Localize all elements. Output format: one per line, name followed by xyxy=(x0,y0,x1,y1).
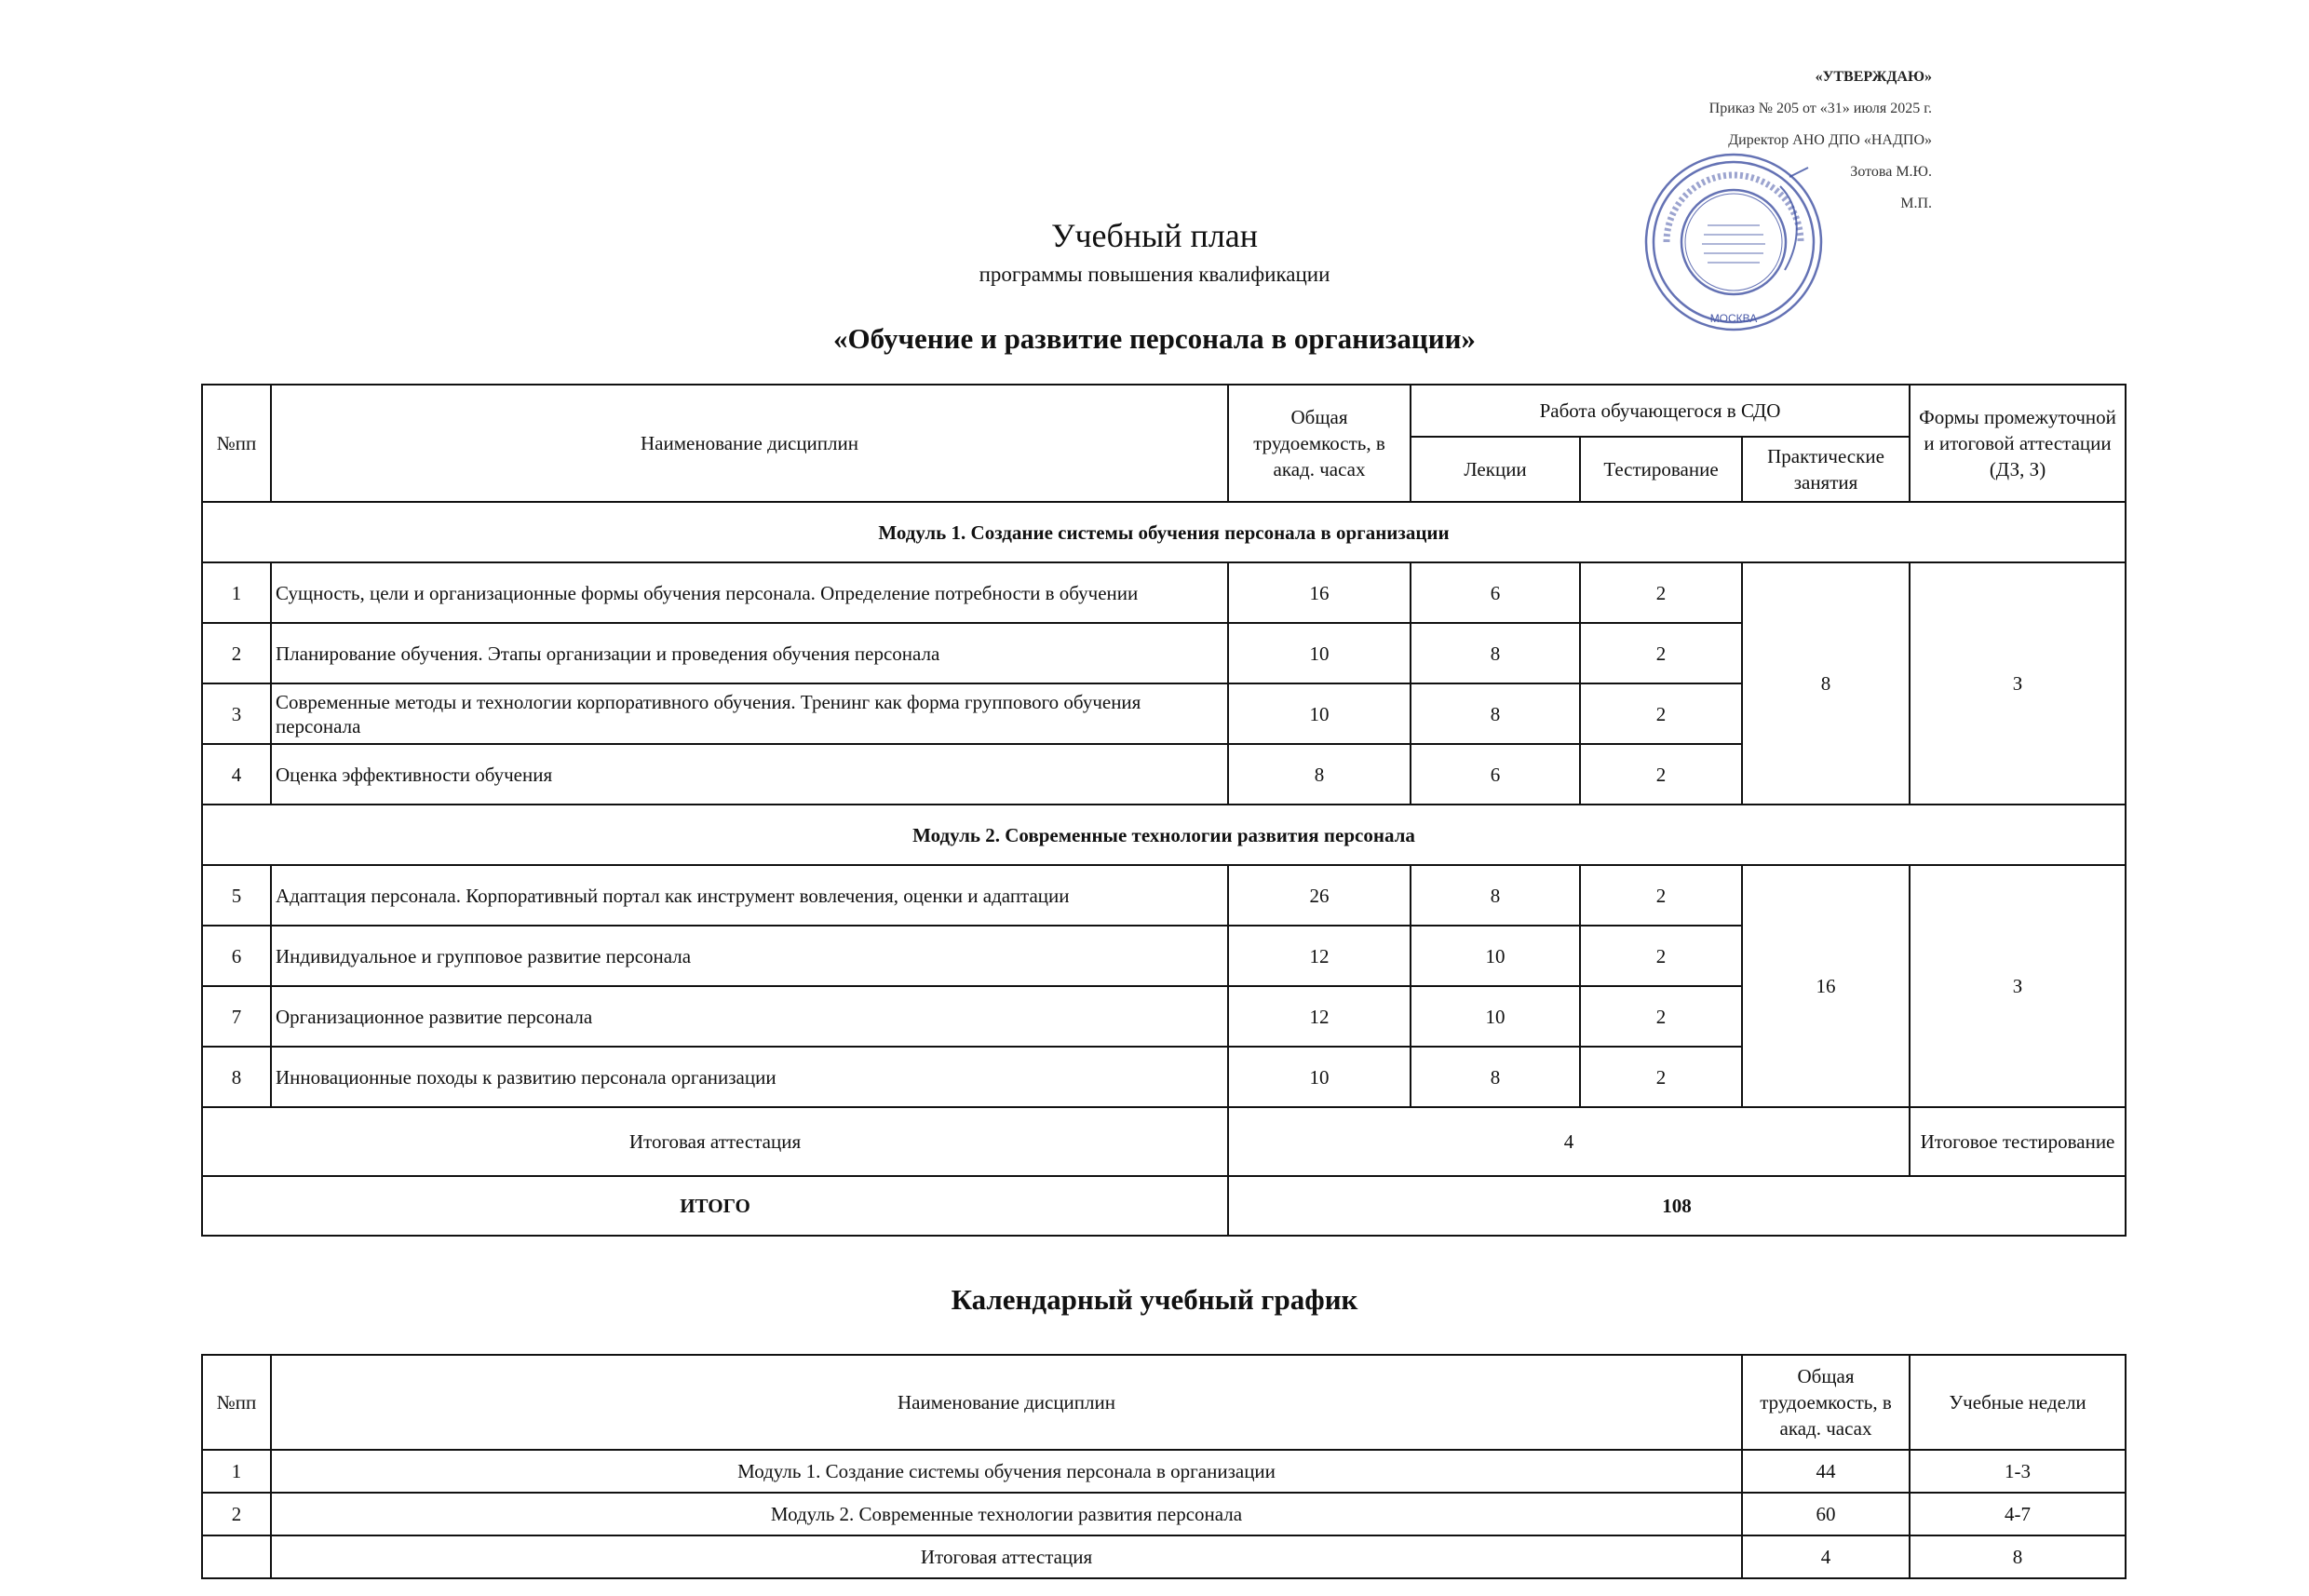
row-num xyxy=(202,1535,271,1578)
row-name: Сущность, цели и организационные формы обучения персонала. Определение потребности в обучении xyxy=(271,562,1228,623)
header-forms: Формы промежуточной и итоговой аттестации (ДЗ, З) xyxy=(1910,385,2126,502)
row-total: 12 xyxy=(1228,986,1411,1047)
approval-director: Директор АНО ДПО «НАДПО» xyxy=(1728,132,1932,148)
header-work: Работа обучающегося в СДО xyxy=(1411,385,1910,437)
document-subtitle: программы повышения квалификации xyxy=(979,263,1330,286)
final-label: Итоговая аттестация xyxy=(202,1107,1228,1176)
row-num: 5 xyxy=(202,865,271,926)
row-name: Итоговая аттестация xyxy=(271,1535,1742,1578)
row-total: 12 xyxy=(1228,926,1411,986)
schedule-table xyxy=(201,1354,2127,1579)
row-num: 2 xyxy=(202,1493,271,1535)
module-1-form: З xyxy=(1910,562,2126,805)
row-num: 1 xyxy=(202,1450,271,1493)
row-lectures: 6 xyxy=(1411,562,1580,623)
row-name: Организационное развитие персонала xyxy=(271,986,1228,1047)
program-title: «Обучение и развитие персонала в организации» xyxy=(833,322,1476,355)
final-form: Итоговое тестирование xyxy=(1910,1107,2126,1176)
row-name: Инновационные походы к развитию персонала организации xyxy=(271,1047,1228,1107)
row-lectures: 8 xyxy=(1411,1047,1580,1107)
row-name: Адаптация персонала. Корпоративный портал как инструмент вовлечения, оценки и адаптации xyxy=(271,865,1228,926)
approval-order: Приказ № 205 от «31» июля 2025 г. xyxy=(1708,101,1932,116)
row-name: Модуль 2. Современные технологии развития персонала xyxy=(271,1493,1742,1535)
sched-header-name: Наименование дисциплин xyxy=(271,1355,1742,1450)
row-total: 44 xyxy=(1742,1450,1910,1493)
row-num: 1 xyxy=(202,562,271,623)
row-name: Индивидуальное и групповое развитие персонала xyxy=(271,926,1228,986)
row-name: Планирование обучения. Этапы организации и проведения обучения персонала xyxy=(271,623,1228,683)
module-1-title: Модуль 1. Создание системы обучения персонала в организации xyxy=(202,502,2126,562)
row-lectures: 8 xyxy=(1411,623,1580,683)
row-num: 7 xyxy=(202,986,271,1047)
schedule-title: Календарный учебный график xyxy=(951,1283,1358,1316)
final-hours: 4 xyxy=(1228,1107,1910,1176)
row-num: 8 xyxy=(202,1047,271,1107)
row-total: 16 xyxy=(1228,562,1411,623)
row-name: Оценка эффективности обучения xyxy=(271,744,1228,805)
approval-mp: М.П. xyxy=(1900,196,1932,211)
row-name: Модуль 1. Создание системы обучения персонала в организации xyxy=(271,1450,1742,1493)
sched-header-num: №пп xyxy=(202,1355,271,1450)
header-num: №пп xyxy=(202,385,271,502)
row-num: 4 xyxy=(202,744,271,805)
row-weeks: 1-3 xyxy=(1910,1450,2126,1493)
row-testing: 2 xyxy=(1580,683,1742,744)
module-1-practice: 8 xyxy=(1742,562,1910,805)
header-name: Наименование дисциплин xyxy=(271,385,1228,502)
table-row xyxy=(202,1493,2126,1535)
module-2-practice: 16 xyxy=(1742,865,1910,1107)
module-2-form: З xyxy=(1910,865,2126,1107)
row-num: 2 xyxy=(202,623,271,683)
row-total: 10 xyxy=(1228,1047,1411,1107)
header-testing: Тестирование xyxy=(1580,437,1742,502)
curriculum-table xyxy=(201,384,2127,1237)
row-testing: 2 xyxy=(1580,986,1742,1047)
row-num: 3 xyxy=(202,683,271,744)
row-testing: 2 xyxy=(1580,865,1742,926)
header-total: Общая трудоемкость, в акад. часах xyxy=(1228,385,1411,502)
document-title: Учебный план xyxy=(1050,217,1259,254)
row-testing: 2 xyxy=(1580,623,1742,683)
row-total: 10 xyxy=(1228,623,1411,683)
sched-header-total: Общая трудоемкость, в акад. часах xyxy=(1742,1355,1910,1450)
table-row xyxy=(202,865,2126,926)
row-testing: 2 xyxy=(1580,1047,1742,1107)
row-name: Современные методы и технологии корпоративного обучения. Тренинг как форма группового обучения персонала xyxy=(271,683,1228,744)
table-row xyxy=(202,562,2126,623)
module-2-title: Модуль 2. Современные технологии развития персонала xyxy=(202,805,2126,865)
row-total: 26 xyxy=(1228,865,1411,926)
row-total: 10 xyxy=(1228,683,1411,744)
total-hours: 108 xyxy=(1228,1176,2126,1236)
total-label: ИТОГО xyxy=(202,1176,1228,1236)
row-testing: 2 xyxy=(1580,562,1742,623)
row-testing: 2 xyxy=(1580,744,1742,805)
row-testing: 2 xyxy=(1580,926,1742,986)
table-row xyxy=(202,1535,2126,1578)
row-total: 60 xyxy=(1742,1493,1910,1535)
sched-header-weeks: Учебные недели xyxy=(1910,1355,2126,1450)
row-lectures: 8 xyxy=(1411,865,1580,926)
approval-title: «УТВЕРЖДАЮ» xyxy=(1815,69,1932,85)
row-weeks: 8 xyxy=(1910,1535,2126,1578)
seal-text: МОСКВА xyxy=(1709,312,1758,325)
header-practice: Практические занятия xyxy=(1742,437,1910,502)
row-lectures: 8 xyxy=(1411,683,1580,744)
row-lectures: 10 xyxy=(1411,986,1580,1047)
table-row xyxy=(202,1450,2126,1493)
row-total: 8 xyxy=(1228,744,1411,805)
header-lectures: Лекции xyxy=(1411,437,1580,502)
row-weeks: 4-7 xyxy=(1910,1493,2126,1535)
row-lectures: 6 xyxy=(1411,744,1580,805)
row-num: 6 xyxy=(202,926,271,986)
row-total: 4 xyxy=(1742,1535,1910,1578)
approval-name: Зотова М.Ю. xyxy=(1850,164,1932,180)
row-lectures: 10 xyxy=(1411,926,1580,986)
